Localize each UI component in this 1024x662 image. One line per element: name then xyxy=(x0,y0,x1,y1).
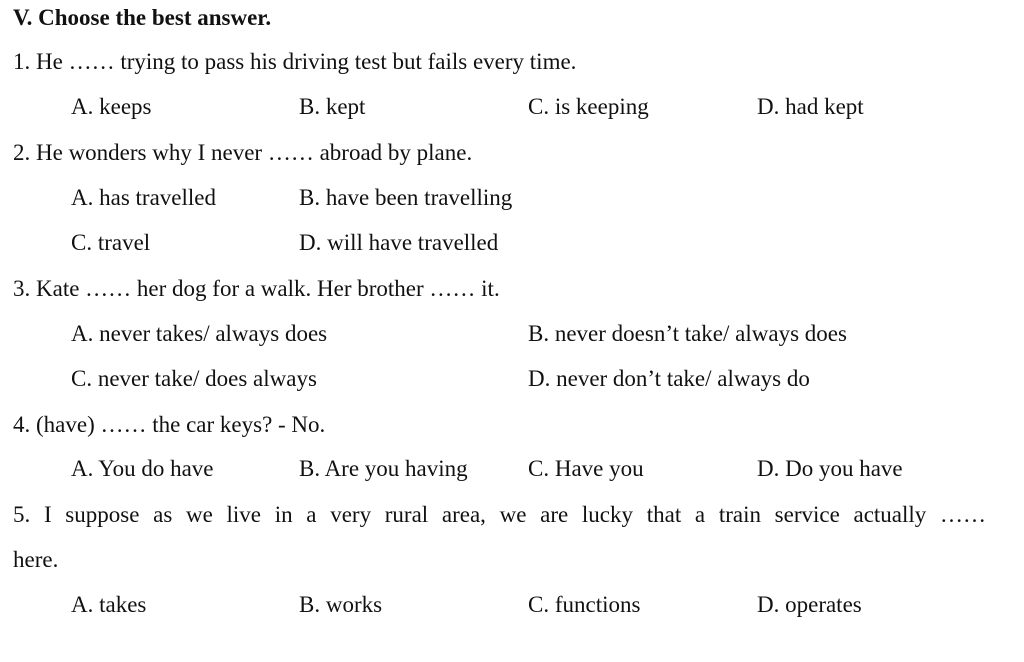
question-5-option-a: A. takes xyxy=(71,592,147,617)
question-1-option-d: D. had kept xyxy=(757,94,864,119)
question-5-option-d: D. operates xyxy=(757,592,862,617)
question-1-option-b: B. kept xyxy=(299,94,366,119)
question-1-option-a: A. keeps xyxy=(71,94,152,119)
question-3-option-b: B. never doesn’t take/ always does xyxy=(528,321,847,346)
question-3-text: 3. Kate …… her dog for a walk. Her brother …… it. xyxy=(13,276,500,301)
question-3-option-c: C. never take/ does always xyxy=(71,366,317,391)
question-5-option-b: B. works xyxy=(299,592,383,617)
question-1-option-c: C. is keeping xyxy=(528,94,649,119)
section-heading: V. Choose the best answer. xyxy=(13,5,272,30)
question-3-option-a: A. never takes/ always does xyxy=(71,321,328,346)
question-4-option-a: A. You do have xyxy=(71,456,214,481)
question-2-option-c: C. travel xyxy=(71,230,151,255)
question-2-text: 2. He wonders why I never …… abroad by plane. xyxy=(13,140,473,165)
question-4-option-b: B. Are you having xyxy=(299,456,468,481)
question-5-text-line-1: 5. I suppose as we live in a very rural area, we are lucky that a train service actually …… xyxy=(13,502,986,527)
question-2-option-d: D. will have travelled xyxy=(299,230,499,255)
question-4-option-d: D. Do you have xyxy=(757,456,903,481)
question-5-text-line-2: here. xyxy=(13,547,59,572)
question-3-option-d: D. never don’t take/ always do xyxy=(528,366,810,391)
question-4-text: 4. (have) …… the car keys? - No. xyxy=(13,412,326,437)
question-1-text: 1. He …… trying to pass his driving test but fails every time. xyxy=(13,49,577,74)
question-2-option-b: B. have been travelling xyxy=(299,185,513,210)
question-4-option-c: C. Have you xyxy=(528,456,644,481)
question-5-option-c: C. functions xyxy=(528,592,641,617)
question-2-option-a: A. has travelled xyxy=(71,185,216,210)
